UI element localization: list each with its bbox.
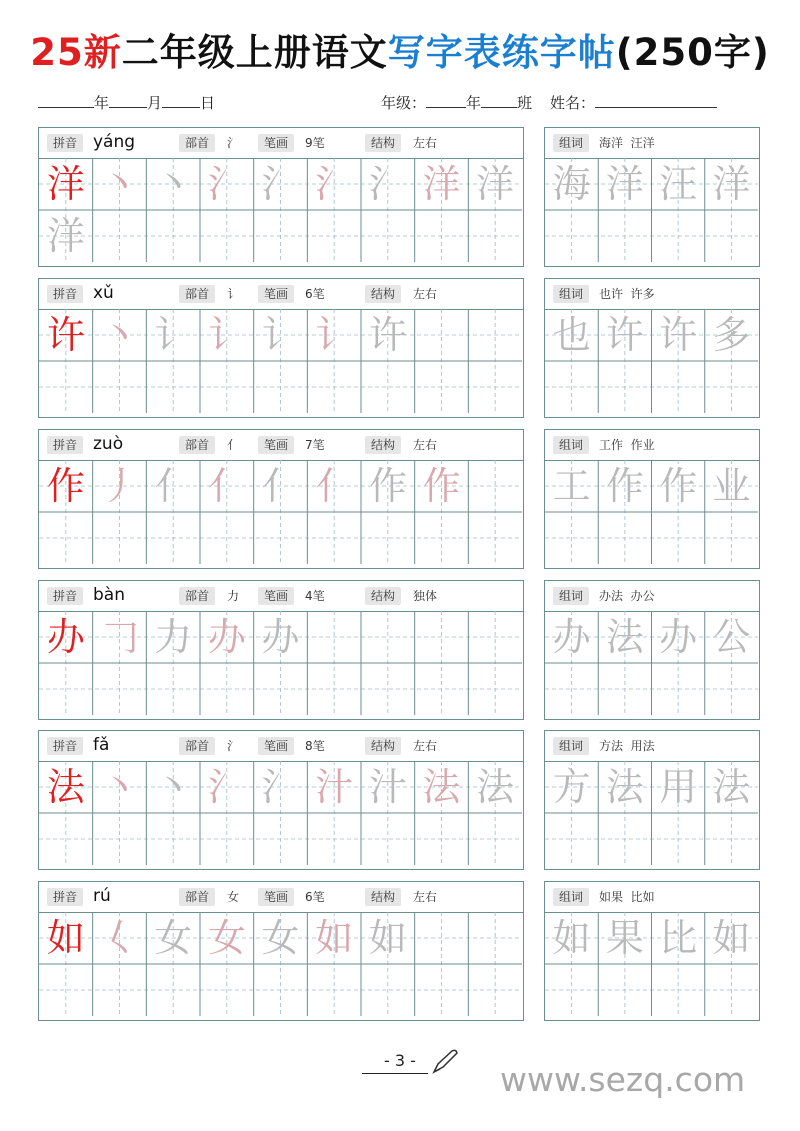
title-prefix: 25新 [30,31,122,74]
stroke-order-step[interactable]: 法 [422,765,461,809]
stroke-order-step[interactable]: 许 [368,313,407,357]
stroke-order-step[interactable]: 氵 [368,162,407,206]
character-card [38,881,524,1021]
radical-value: 亻 [227,438,240,452]
words-value: 方法 用法 [599,739,655,753]
radical-value: 氵 [227,739,240,753]
words-value: 海洋 汪洋 [599,136,655,150]
practice-grid [39,309,522,413]
words-label: 组词 [553,587,589,605]
page-title [0,22,800,76]
practice-grid [39,912,522,1016]
stroke-order-step[interactable]: 法 [476,765,515,809]
words-info-bar [545,882,759,913]
character-card [38,580,524,720]
stroke-order-step[interactable]: 丶 [100,162,139,206]
model-character: 办 [46,615,85,659]
stroke-order-step[interactable]: 𡿨 [100,916,139,960]
words-card [544,881,760,1021]
words-info-bar [545,731,759,762]
words-card [544,429,760,569]
words-grid [545,309,758,413]
date-year-label: 年 [94,94,110,112]
structure-label: 结构 [365,888,401,906]
word-trace-character[interactable]: 作 [605,464,644,508]
word-trace-character[interactable]: 果 [605,916,644,960]
character-info-bar [39,430,523,461]
pinyin-label: 拼音 [47,436,83,454]
word-trace-character[interactable]: 许 [659,313,698,357]
word-trace-character[interactable]: 工 [552,464,591,508]
character-card [38,730,524,870]
date-month-blank[interactable] [109,93,147,108]
words-label: 组词 [553,436,589,454]
structure-value: 左右 [413,287,438,301]
stroke-order-step[interactable]: 洋 [422,162,461,206]
trace-character[interactable]: 洋 [46,214,85,258]
character-info-bar [39,279,523,310]
pinyin-label: 拼音 [47,134,83,152]
stroke-order-step[interactable]: 亻 [261,464,300,508]
strokes-label: 笔画 [258,888,294,906]
stroke-order-step[interactable]: 亻 [207,464,246,508]
radical-value: 氵 [227,136,240,150]
character-card [38,278,524,418]
practice-grid [39,761,522,865]
character-info-bar [39,731,523,762]
student-line [381,92,717,113]
strokes-value: 4笔 [305,589,325,603]
words-label: 组词 [553,888,589,906]
pinyin-value: yáng [93,132,136,152]
model-character: 如 [46,916,85,960]
page-number: - 3 - [384,1051,416,1070]
words-info-bar [545,430,759,461]
word-trace-character[interactable]: 用 [659,765,698,809]
character-info-bar [39,882,523,913]
strokes-label: 笔画 [258,134,294,152]
strokes-label: 笔画 [258,285,294,303]
character-info-bar [39,581,523,612]
date-day-blank[interactable] [162,93,200,108]
word-trace-character[interactable]: 比 [659,916,698,960]
radical-label: 部首 [179,587,215,605]
date-month-label: 月 [147,94,163,112]
structure-label: 结构 [365,285,401,303]
model-character: 许 [46,313,85,357]
words-value: 也许 许多 [599,287,655,301]
structure-value: 左右 [413,136,438,150]
stroke-order-step[interactable]: 亻 [315,464,354,508]
date-line [38,92,215,113]
practice-grid [39,611,522,715]
stroke-order-step[interactable]: 丶 [154,765,193,809]
name-blank[interactable] [595,93,717,108]
stroke-order-step[interactable]: 丶 [100,313,139,357]
stroke-order-step[interactable]: 氵 [207,765,246,809]
words-grid [545,912,758,1016]
structure-label: 结构 [365,737,401,755]
words-label: 组词 [553,285,589,303]
stroke-order-step[interactable]: 氵 [261,162,300,206]
radical-label: 部首 [179,134,215,152]
structure-value: 左右 [413,438,438,452]
structure-value: 独体 [413,589,438,603]
stroke-order-step[interactable]: 女 [207,916,246,960]
stroke-order-step[interactable]: 女 [154,916,193,960]
practice-grid [39,158,522,262]
grade-class-blank[interactable] [481,93,517,108]
words-grid [545,158,758,262]
structure-value: 左右 [413,890,438,904]
practice-grid [39,460,522,564]
site-watermark: www.sezq.com [500,1060,746,1099]
pinyin-label: 拼音 [47,587,83,605]
words-label: 组词 [553,737,589,755]
stroke-order-step[interactable]: 讠 [154,313,193,357]
structure-label: 结构 [365,134,401,152]
strokes-value: 8笔 [305,739,325,753]
word-trace-character[interactable]: 许 [605,313,644,357]
date-day-label: 日 [200,94,216,112]
word-trace-character[interactable]: 洋 [605,162,644,206]
words-card [544,278,760,418]
pinyin-value: zuò [93,434,124,454]
words-card [544,127,760,267]
stroke-order-step[interactable]: 丶 [154,162,193,206]
word-trace-character[interactable]: 如 [552,916,591,960]
words-value: 办法 办公 [599,589,655,603]
word-trace-character[interactable]: 法 [605,765,644,809]
grade-label: 年级： [381,94,427,112]
words-info-bar [545,128,759,159]
radical-label: 部首 [179,285,215,303]
stroke-order-step[interactable]: 丿 [100,464,139,508]
title-grade: 二年级上册语文 [121,31,388,74]
stroke-order-step[interactable]: 丶 [100,765,139,809]
model-character: 作 [46,464,85,508]
pen-icon [430,1048,460,1076]
title-subject: 写字表练字帖 [387,31,616,74]
grade-year-blank[interactable] [426,93,466,108]
name-label: 姓名： [550,94,596,112]
strokes-value: 7笔 [305,438,325,452]
radical-label: 部首 [179,888,215,906]
pinyin-value: bàn [93,585,125,605]
words-grid [545,761,758,865]
stroke-order-step[interactable]: 办 [261,615,300,659]
word-trace-character[interactable]: 多 [712,313,751,357]
words-card [544,730,760,870]
grade-year-label: 年 [466,94,482,112]
character-card [38,429,524,569]
stroke-order-step[interactable]: 如 [368,916,407,960]
words-grid [545,611,758,715]
words-grid [545,460,758,564]
word-trace-character[interactable]: 法 [605,615,644,659]
word-trace-character[interactable]: 如 [712,916,751,960]
pinyin-value: fǎ [93,735,110,755]
page-number-underline [362,1073,428,1074]
stroke-order-step[interactable]: 汁 [315,765,354,809]
stroke-order-step[interactable]: 办 [207,615,246,659]
radical-label: 部首 [179,436,215,454]
stroke-order-step[interactable]: 如 [315,916,354,960]
strokes-value: 6笔 [305,287,325,301]
pinyin-label: 拼音 [47,285,83,303]
word-trace-character[interactable]: 海 [552,162,591,206]
words-info-bar [545,279,759,310]
character-card [38,127,524,267]
words-value: 如果 比如 [599,890,655,904]
grade-class-label: 班 [517,94,533,112]
radical-label: 部首 [179,737,215,755]
stroke-order-step[interactable]: 力 [154,615,193,659]
word-trace-character[interactable]: 方 [552,765,591,809]
stroke-order-step[interactable]: 作 [368,464,407,508]
model-character: 洋 [46,162,85,206]
word-trace-character[interactable]: 办 [659,615,698,659]
stroke-order-step[interactable]: 作 [422,464,461,508]
structure-label: 结构 [365,436,401,454]
stroke-order-step[interactable]: 讠 [207,313,246,357]
word-trace-character[interactable]: 公 [712,615,751,659]
stroke-order-step[interactable]: 亻 [154,464,193,508]
word-trace-character[interactable]: 也 [552,313,591,357]
pinyin-value: rú [93,886,111,906]
word-trace-character[interactable]: 业 [712,464,751,508]
strokes-label: 笔画 [258,587,294,605]
words-label: 组词 [553,134,589,152]
radical-value: 讠 [227,287,240,301]
word-trace-character[interactable]: 作 [659,464,698,508]
radical-value: 女 [227,890,240,904]
stroke-order-step[interactable]: 讠 [261,313,300,357]
strokes-value: 9笔 [305,136,325,150]
word-trace-character[interactable]: 洋 [712,162,751,206]
title-count: (250字) [615,31,770,74]
strokes-label: 笔画 [258,436,294,454]
radical-value: 力 [227,589,240,603]
word-trace-character[interactable]: 汪 [659,162,698,206]
stroke-order-step[interactable]: 洋 [476,162,515,206]
words-value: 工作 作业 [599,438,655,452]
structure-value: 左右 [413,739,438,753]
character-info-bar [39,128,523,159]
date-year-blank[interactable] [38,93,94,108]
structure-label: 结构 [365,587,401,605]
stroke-order-step[interactable]: 讠 [315,313,354,357]
word-trace-character[interactable]: 法 [712,765,751,809]
words-card [544,580,760,720]
stroke-order-step[interactable]: 氵 [315,162,354,206]
strokes-label: 笔画 [258,737,294,755]
stroke-order-step[interactable]: 𠃌 [100,615,139,659]
word-trace-character[interactable]: 办 [552,615,591,659]
stroke-order-step[interactable]: 汁 [368,765,407,809]
pinyin-label: 拼音 [47,888,83,906]
pinyin-value: xǔ [93,283,114,303]
strokes-value: 6笔 [305,890,325,904]
pinyin-label: 拼音 [47,737,83,755]
model-character: 法 [46,765,85,809]
words-info-bar [545,581,759,612]
stroke-order-step[interactable]: 女 [261,916,300,960]
stroke-order-step[interactable]: 氵 [207,162,246,206]
stroke-order-step[interactable]: 氵 [261,765,300,809]
